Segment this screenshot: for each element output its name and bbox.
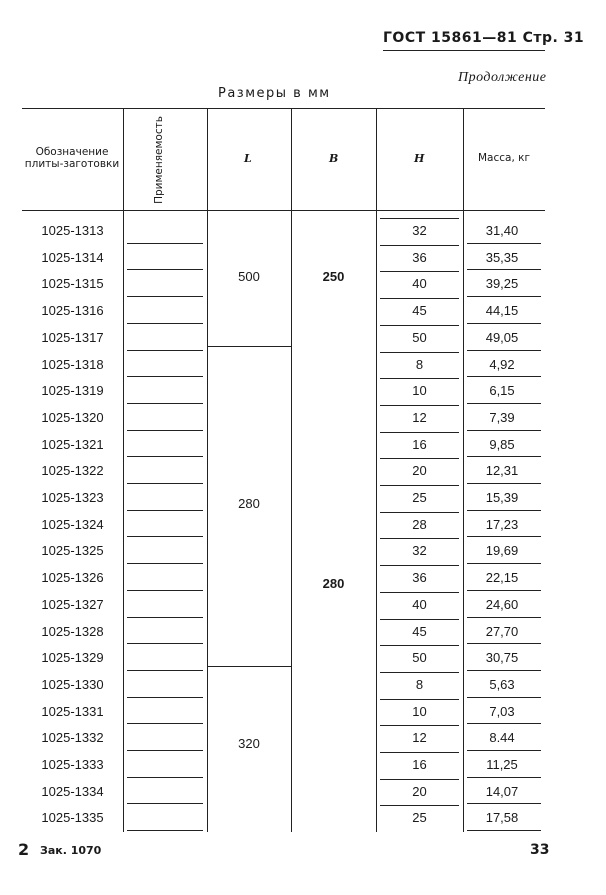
h-cell: 36 xyxy=(412,570,427,586)
mass-cell: 7,03 xyxy=(489,703,515,719)
column-divider xyxy=(123,108,124,832)
h-cell: 25 xyxy=(412,810,427,826)
mass-cell: 5,63 xyxy=(489,676,515,692)
b-value-cell: 250 xyxy=(322,268,345,284)
h-cell-rule xyxy=(380,485,459,486)
mass-cell-rule xyxy=(467,350,541,351)
applicability-cell-rule xyxy=(127,590,203,591)
mass-cell: 9,85 xyxy=(489,436,515,452)
applicability-cell-rule xyxy=(127,376,203,377)
h-cell: 12 xyxy=(412,409,427,425)
mass-cell-rule xyxy=(467,269,541,270)
h-cell-rule xyxy=(380,378,459,379)
h-cell: 32 xyxy=(412,223,427,238)
designation-cell: 1025-1330 xyxy=(41,676,104,692)
designation-cell: 1025-1324 xyxy=(41,516,104,532)
mass-cell: 17,58 xyxy=(485,810,519,826)
page-marker: 2 xyxy=(18,840,30,859)
mass-cell-rule xyxy=(467,510,541,511)
b-value-cell: 280 xyxy=(322,575,345,591)
applicability-cell-rule xyxy=(127,350,203,351)
mass-cell-rule xyxy=(467,617,541,618)
designation-cell: 1025-1331 xyxy=(41,703,104,719)
mass-cell-rule xyxy=(467,830,541,831)
designation-cell: 1025-1325 xyxy=(41,543,104,559)
designation-cell: 1025-1334 xyxy=(41,783,104,799)
applicability-cell-rule xyxy=(127,323,203,324)
designation-cell: 1025-1313 xyxy=(41,223,104,238)
applicability-cell-rule xyxy=(127,697,203,698)
designation-cell: 1025-1317 xyxy=(41,329,104,345)
applicability-cell-rule xyxy=(127,483,203,484)
l-group-rule xyxy=(207,666,291,667)
column-divider xyxy=(207,108,208,832)
mass-cell: 11,25 xyxy=(486,757,518,772)
applicability-cell-rule xyxy=(127,830,203,831)
applicability-cell-rule xyxy=(127,296,203,297)
mass-cell: 12,31 xyxy=(485,463,519,479)
dimensions-note: Размеры в мм xyxy=(218,86,331,101)
mass-cell-rule xyxy=(467,723,541,724)
mass-cell: 44,15 xyxy=(485,303,519,319)
mass-cell: 22,15 xyxy=(485,570,519,586)
mass-cell: 17,23 xyxy=(485,516,519,532)
h-cell-rule xyxy=(380,672,459,673)
h-cell: 28 xyxy=(412,516,427,532)
mass-cell-rule xyxy=(467,697,541,698)
continued-label: Продолжение xyxy=(458,70,547,85)
mass-cell-rule xyxy=(467,483,541,484)
h-cell: 8 xyxy=(415,356,424,372)
applicability-cell-rule xyxy=(127,510,203,511)
mass-cell: 15,39 xyxy=(485,490,519,505)
h-cell: 16 xyxy=(412,757,427,772)
h-cell-rule xyxy=(380,779,459,780)
table-top-rule xyxy=(22,108,545,109)
mass-cell: 30,75 xyxy=(485,650,519,666)
mass-cell: 14,07 xyxy=(485,783,519,799)
h-cell: 25 xyxy=(412,490,427,505)
order-number: Зак. 1070 xyxy=(40,844,102,857)
designation-cell: 1025-1319 xyxy=(41,383,104,399)
mass-cell-rule xyxy=(467,243,541,244)
applicability-cell-rule xyxy=(127,803,203,804)
column-header-applicability: Применяемость xyxy=(153,116,165,204)
h-cell-rule xyxy=(380,432,459,433)
designation-cell: 1025-1335 xyxy=(41,810,104,826)
header-underline xyxy=(383,50,545,51)
mass-cell: 19,69 xyxy=(485,543,519,559)
h-cell-rule xyxy=(380,245,459,246)
applicability-cell-rule xyxy=(127,723,203,724)
h-cell: 10 xyxy=(412,383,427,399)
h-cell: 20 xyxy=(412,463,427,479)
h-cell-rule xyxy=(380,298,459,299)
designation-cell: 1025-1329 xyxy=(41,650,104,666)
designation-cell: 1025-1320 xyxy=(41,409,104,425)
designation-cell: 1025-1322 xyxy=(41,463,104,479)
mass-cell: 27,70 xyxy=(485,623,519,639)
mass-cell: 24,60 xyxy=(485,596,519,612)
applicability-cell-rule xyxy=(127,563,203,564)
mass-cell-rule xyxy=(467,803,541,804)
mass-cell: 31,40 xyxy=(485,223,519,238)
designation-cell: 1025-1316 xyxy=(41,303,104,319)
h-cell: 50 xyxy=(412,329,427,345)
h-cell-rule xyxy=(380,699,459,700)
column-header-designation: Обозначение плиты-заготовки xyxy=(24,146,120,170)
column-header-mass: Масса, кг xyxy=(477,152,530,164)
h-cell-rule xyxy=(380,271,459,272)
applicability-cell-rule xyxy=(127,243,203,244)
h-cell: 8 xyxy=(415,676,424,692)
h-cell-rule xyxy=(380,805,459,806)
h-cell: 20 xyxy=(412,783,427,799)
applicability-cell-rule xyxy=(127,777,203,778)
designation-cell: 1025-1321 xyxy=(41,436,104,452)
applicability-cell-rule xyxy=(127,617,203,618)
designation-cell: 1025-1328 xyxy=(41,623,104,639)
mass-cell: 35,35 xyxy=(485,249,519,265)
mass-cell-rule xyxy=(467,777,541,778)
mass-cell: 7,39 xyxy=(489,409,515,425)
page-number: 33 xyxy=(530,842,550,858)
standard-header: ГОСТ 15861—81 Стр. 31 xyxy=(383,30,585,46)
h-cell: 45 xyxy=(412,623,427,639)
designation-cell: 1025-1314 xyxy=(41,249,104,265)
mass-cell-rule xyxy=(467,536,541,537)
designation-cell: 1025-1326 xyxy=(41,570,104,586)
h-cell: 40 xyxy=(412,596,427,612)
h-cell-rule xyxy=(380,619,459,620)
mass-cell: 49,05 xyxy=(485,329,519,345)
column-header-L: L xyxy=(244,152,252,165)
applicability-cell-rule xyxy=(127,456,203,457)
h-cell-rule xyxy=(380,592,459,593)
applicability-cell-rule xyxy=(127,643,203,644)
mass-cell-rule xyxy=(467,456,541,457)
table-header-rule xyxy=(22,210,545,211)
h-cell: 12 xyxy=(412,730,427,746)
mass-cell-rule xyxy=(467,750,541,751)
h-cell-rule xyxy=(380,645,459,646)
applicability-cell-rule xyxy=(127,750,203,751)
mass-cell-rule xyxy=(467,430,541,431)
h-cell-rule xyxy=(380,512,459,513)
h-cell: 36 xyxy=(412,249,427,265)
mass-cell-rule xyxy=(467,670,541,671)
designation-cell: 1025-1327 xyxy=(41,596,104,612)
mass-cell-rule xyxy=(467,563,541,564)
designation-cell: 1025-1333 xyxy=(41,757,104,772)
h-cell: 45 xyxy=(412,303,427,319)
mass-cell-rule xyxy=(467,403,541,404)
designation-cell: 1025-1318 xyxy=(41,356,104,372)
h-cell: 10 xyxy=(412,703,427,719)
column-header-H: H xyxy=(414,152,425,165)
designation-cell: 1025-1315 xyxy=(41,276,104,292)
h-cell-rule xyxy=(380,725,459,726)
h-cell-rule xyxy=(380,458,459,459)
h-cell: 40 xyxy=(412,276,427,292)
mass-cell-rule xyxy=(467,323,541,324)
mass-cell-rule xyxy=(467,590,541,591)
applicability-cell-rule xyxy=(127,536,203,537)
h-cell-rule xyxy=(380,538,459,539)
mass-cell: 6,15 xyxy=(489,383,515,399)
mass-cell: 39,25 xyxy=(485,276,519,292)
designation-cell: 1025-1332 xyxy=(41,730,104,746)
h-cell-rule xyxy=(380,405,459,406)
l-value-cell: 500 xyxy=(238,268,260,284)
l-value-cell: 320 xyxy=(238,736,260,751)
column-header-B: B xyxy=(329,152,339,165)
mass-cell-rule xyxy=(467,376,541,377)
applicability-cell-rule xyxy=(127,403,203,404)
l-value-cell: 280 xyxy=(238,495,260,511)
applicability-cell-rule xyxy=(127,430,203,431)
mass-cell: 8.44 xyxy=(489,730,515,746)
h-cell-rule xyxy=(380,565,459,566)
h-cell-rule xyxy=(380,325,459,326)
l-group-rule xyxy=(207,346,291,347)
mass-cell: 4,92 xyxy=(489,356,515,372)
h-cell-rule xyxy=(380,218,459,219)
mass-cell-rule xyxy=(467,643,541,644)
mass-cell-rule xyxy=(467,296,541,297)
column-divider xyxy=(291,108,292,832)
designation-cell: 1025-1323 xyxy=(41,490,104,505)
h-cell: 50 xyxy=(412,650,427,666)
h-cell-rule xyxy=(380,752,459,753)
h-cell: 32 xyxy=(412,543,427,559)
applicability-cell-rule xyxy=(127,269,203,270)
h-cell-rule xyxy=(380,352,459,353)
h-cell: 16 xyxy=(412,436,427,452)
applicability-cell-rule xyxy=(127,670,203,671)
